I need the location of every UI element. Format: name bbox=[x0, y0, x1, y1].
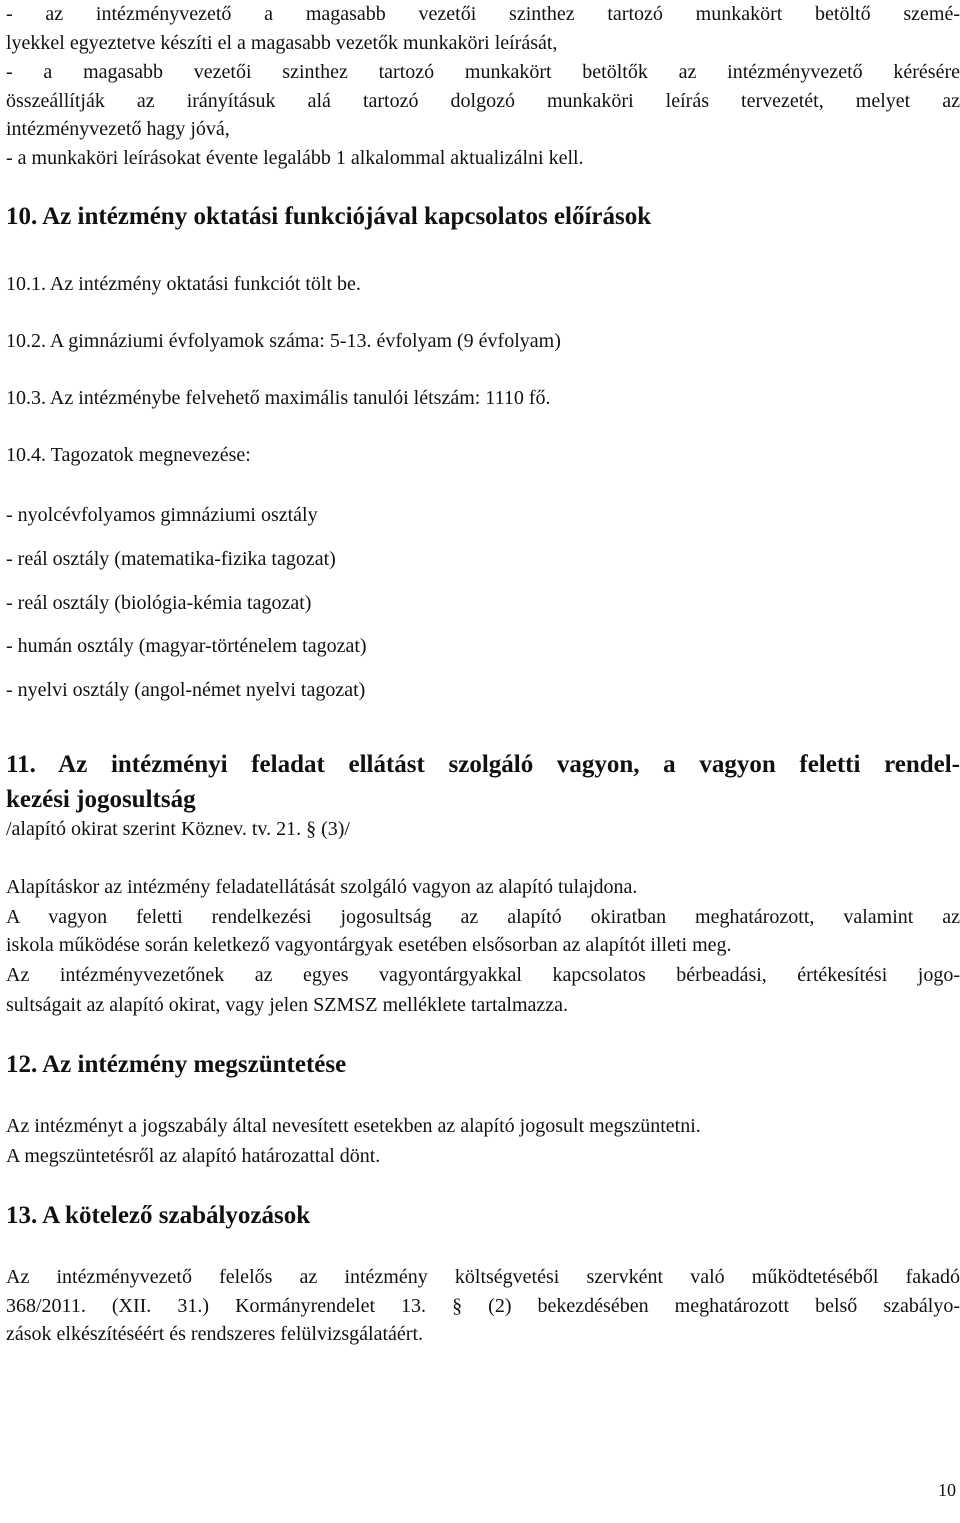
section-11-heading-line-1: 11. Az intézményi feladat ellátást szolgáló vagyon, a vagyon feletti rendel- bbox=[6, 751, 960, 778]
list-item: - reál osztály (matematika-fizika tagozat) bbox=[6, 548, 336, 570]
section-11-heading-line-2: kezési jogosultság bbox=[6, 786, 196, 813]
section-10-2: 10.2. A gimnáziumi évfolyamok száma: 5-13. évfolyam (9 évfolyam) bbox=[6, 330, 561, 352]
section-11-line-5: sultságait az alapító okirat, vagy jelen SZMSZ melléklete tartalmazza. bbox=[6, 994, 569, 1016]
section-12-heading: 12. Az intézmény megszüntetése bbox=[6, 1051, 347, 1078]
section-11-line-2: A vagyon feletti rendelkezési jogosultság az alapító okiratban meghatározott, valamint az bbox=[6, 906, 960, 928]
section-11-line-3: iskola működése során keletkező vagyontárgyak esetében elsősorban az alapítót illeti meg. bbox=[6, 934, 732, 956]
section-13-heading: 13. A kötelező szabályozások bbox=[6, 1202, 311, 1229]
intro-line-6: - a munkaköri leírásokat évente legalább 1 alkalommal aktualizálni kell. bbox=[6, 147, 584, 169]
intro-line-5: intézményvezető hagy jóvá, bbox=[6, 118, 230, 140]
section-13-line-1: Az intézményvezető felelős az intézmény költségvetési szervként való működtetéséből fakadó bbox=[6, 1266, 960, 1288]
document-page bbox=[6, 0, 960, 1523]
section-10-1: 10.1. Az intézmény oktatási funkciót tölt be. bbox=[6, 273, 361, 295]
intro-line-1: - az intézményvezető a magasabb vezetői szinthez tartozó munkakört betöltő szemé- bbox=[6, 3, 960, 25]
section-12-line-2: A megszüntetésről az alapító határozattal dönt. bbox=[6, 1145, 381, 1167]
section-10-3: 10.3. Az intézménybe felvehető maximális tanulói létszám: 1110 fő. bbox=[6, 387, 551, 409]
intro-line-2: lyekkel egyeztetve készíti el a magasabb vezetők munkaköri leírását, bbox=[6, 32, 558, 54]
section-12-line-1: Az intézményt a jogszabály által nevesített esetekben az alapító jogosult megszüntetni. bbox=[6, 1115, 701, 1137]
page-number: 10 bbox=[938, 1480, 956, 1500]
section-11-line-4: Az intézményvezetőnek az egyes vagyontárgyakkal kapcsolatos bérbeadási, értékesítési jogo- bbox=[6, 964, 960, 986]
intro-line-3: - a magasabb vezetői szinthez tartozó munkakört betöltők az intézményvezető kérésére bbox=[6, 61, 960, 83]
list-item: - humán osztály (magyar-történelem tagozat) bbox=[6, 635, 367, 657]
intro-line-4: összeállítják az irányításuk alá tartozó dolgozó munkaköri leírás tervezetét, melyet az bbox=[6, 90, 960, 112]
section-10-4: 10.4. Tagozatok megnevezése: bbox=[6, 444, 251, 466]
section-10-heading: 10. Az intézmény oktatási funkciójával kapcsolatos előírások bbox=[6, 203, 652, 230]
section-11-line-1: Alapításkor az intézmény feladatellátását szolgáló vagyon az alapító tulajdona. bbox=[6, 876, 638, 898]
list-item: - nyelvi osztály (angol-német nyelvi tagozat) bbox=[6, 679, 366, 701]
section-13-line-2: 368/2011. (XII. 31.) Kormányrendelet 13. § (2) bekezdésében meghatározott belső szabályo- bbox=[6, 1295, 960, 1317]
section-13-line-3: zások elkészítéséért és rendszeres felülvizsgálatáért. bbox=[6, 1323, 424, 1345]
list-item: - reál osztály (biológia-kémia tagozat) bbox=[6, 592, 312, 614]
list-item: - nyolcévfolyamos gimnáziumi osztály bbox=[6, 504, 318, 526]
section-11-reference: /alapító okirat szerint Köznev. tv. 21. § (3)/ bbox=[6, 818, 350, 840]
